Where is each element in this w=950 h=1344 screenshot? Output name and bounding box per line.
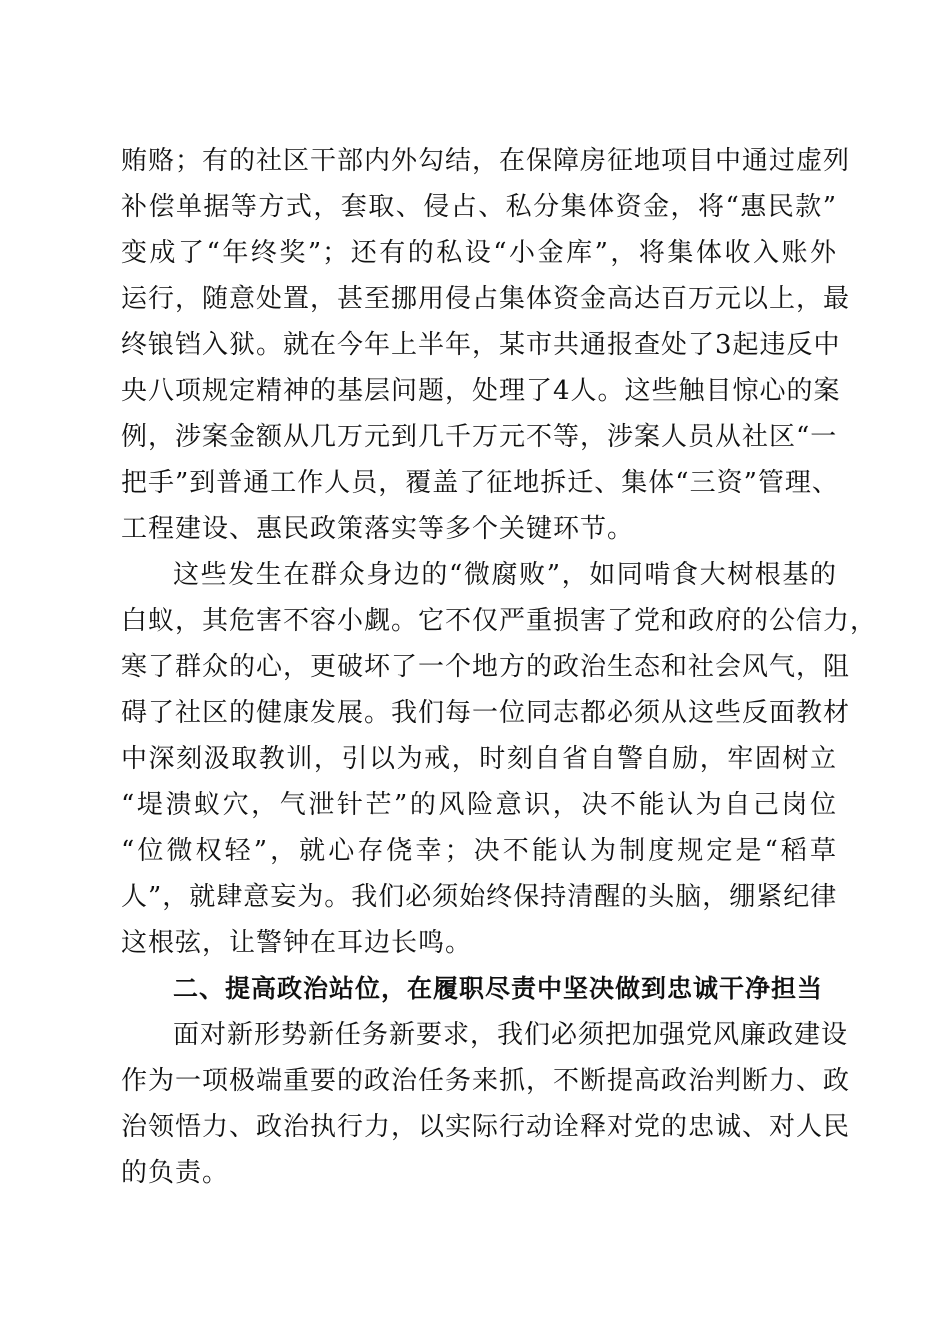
paragraph-1-line-7: 例，涉案金额从几万元到几千万元不等，涉案人员从社区“一 bbox=[121, 422, 838, 452]
section-heading: 二、提高政治站位，在履职尽责中坚决做到忠诚干净担当 bbox=[173, 974, 824, 1003]
paragraph-3-line-1: 面对新形势新任务新要求，我们必须把加强党风廉政建设 bbox=[173, 1020, 849, 1050]
paragraph-2-line-9: 这根弦，让警钟在耳边长鸣。 bbox=[121, 928, 473, 958]
paragraph-1-line-1: 贿赂；有的社区干部内外勾结，在保障房征地项目中通过虚列 bbox=[121, 146, 851, 176]
paragraph-1-line-3: 变成了“年终奖”；还有的私设“小金库”，将集体收入账外 bbox=[121, 238, 837, 268]
paragraph-3-line-2: 作为一项极端重要的政治任务来抓，不断提高政治判断力、政 bbox=[121, 1066, 851, 1096]
paragraph-3-line-4: 的负责。 bbox=[121, 1158, 230, 1188]
paragraph-2-line-7: “位微权轻”，就心存侥幸；决不能认为制度规定是“稻草 bbox=[121, 836, 837, 866]
paragraph-1-line-4: 运行，随意处置，甚至挪用侵占集体资金高达百万元以上，最 bbox=[121, 284, 851, 314]
paragraph-2-line-2: 白蚁，其危害不容小觑。它不仅严重损害了党和政府的公信力， bbox=[121, 606, 878, 636]
paragraph-1-line-9: 工程建设、惠民政策落实等多个关键环节。 bbox=[121, 514, 635, 544]
paragraph-2-line-1: 这些发生在群众身边的“微腐败”，如同啃食大树根基的 bbox=[173, 560, 837, 590]
paragraph-2-line-4: 碍了社区的健康发展。我们每一位同志都必须从这些反面教材 bbox=[121, 698, 851, 728]
paragraph-2-line-6: “堤溃蚁穴，气泄针芒”的风险意识，决不能认为自己岗位 bbox=[121, 790, 837, 820]
paragraph-2-line-3: 寒了群众的心，更破坏了一个地方的政治生态和社会风气，阻 bbox=[121, 652, 851, 682]
paragraph-2-line-8: 人”，就肆意妄为。我们必须始终保持清醒的头脑，绷紧纪律 bbox=[121, 882, 838, 912]
paragraph-1-line-6: 央八项规定精神的基层问题，处理了4人。这些触目惊心的案 bbox=[121, 376, 841, 406]
paragraph-1-line-5: 终锒铛入狱。就在今年上半年，某市共通报查处了3起违反中 bbox=[121, 330, 841, 360]
paragraph-3-line-3: 治领悟力、政治执行力，以实际行动诠释对党的忠诚、对人民 bbox=[121, 1112, 851, 1142]
paragraph-2-line-5: 中深刻汲取教训，引以为戒，时刻自省自警自励，牢固树立 bbox=[121, 744, 837, 774]
paragraph-1-line-8: 把手”到普通工作人员，覆盖了征地拆迁、集体“三资”管理、 bbox=[121, 468, 839, 498]
paragraph-1-line-2: 补偿单据等方式，套取、侵占、私分集体资金，将“惠民款” bbox=[121, 192, 837, 222]
